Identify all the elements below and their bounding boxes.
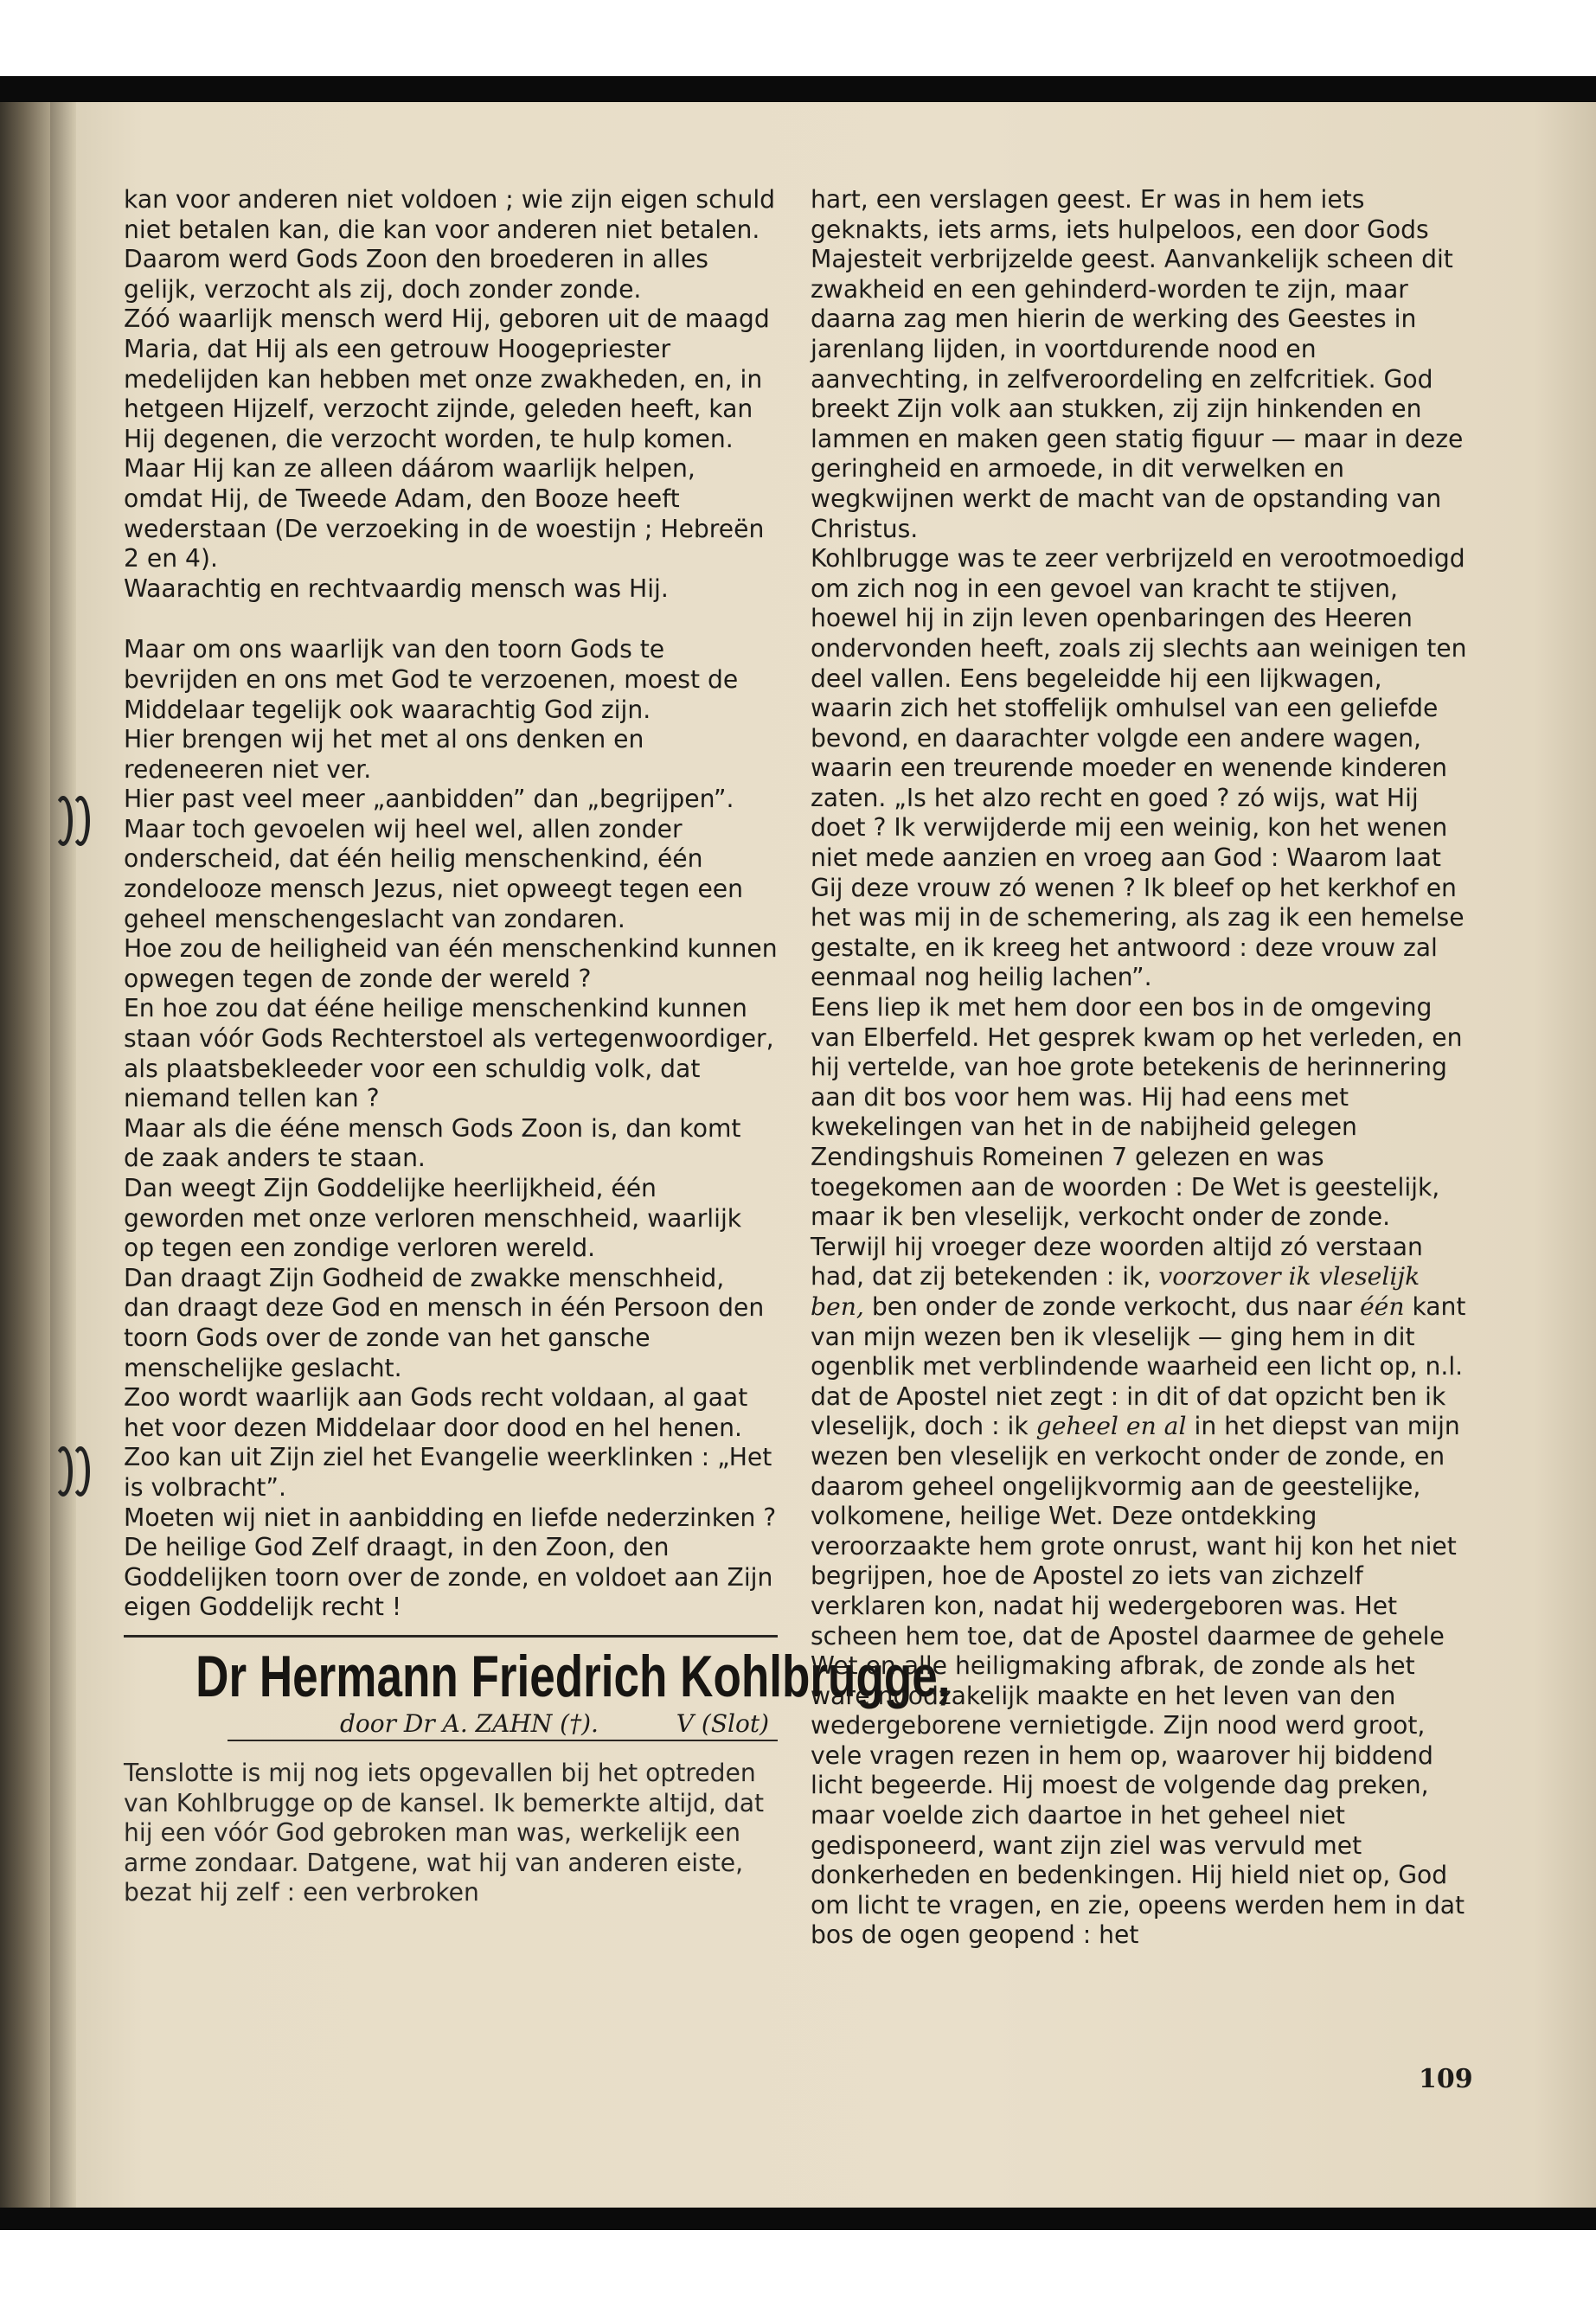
paragraph-gap	[124, 604, 778, 635]
paragraph: Tenslotte is mij nog iets opgevallen bij het optreden van Kohlbrugge op de kansel. Ik bemerkte altijd, dat hij een vóór God gebroken man was, werkelijk een arme zondaar. Datgene, wat hij van anderen eiste, bezat hij zelf : een verbroken	[124, 1758, 765, 1907]
text-run: in het diepst van mijn wezen ben vleselijk en verkocht onder de zonde, en daarom geheel ongelijkvormig aan de geestelijke, volkomene, heilige Wet. Deze ontdekking veroorzaakte hem grote onrust, want hij kon het niet begrijpen, hoe de Apostel zo iets van zichzelf verklaren kon, nadat hij wedergeboren was. Het scheen hem toe, dat de Apostel daarmee de gehele Wet en alle heiligmaking afbrak, de zonde als het ware noodzakelijk maakte en het leven van den wedergeborene vernietigde. Zijn nood werd groot, vele vragen rezen in hem op, waarover hij biddend licht begeerde. Hij moest de volgende dag preken, maar voelde zich daartoe in het geheel niet gedisponeerd, want zijn ziel was vervuld met donkerheden en bedenkingen. Hij hield niet op, God om licht te vragen, en zie, opeens werden hem in dat bos de ogen geopend : het	[811, 1412, 1465, 1950]
emphasis: één	[1359, 1292, 1405, 1321]
page-spine-shadow	[50, 90, 76, 2214]
paragraph: Maar om ons waarlijk van den toorn Gods te bevrijden en ons met God te verzoenen, moest de Middelaar tegelijk ook waarachtig God zijn.	[124, 635, 739, 724]
paragraph: Zóó waarlijk mensch werd Hij, geboren uit de maagd Maria, dat Hij als een getrouw Hoogepriester medelijden kan hebben met onze zwakheden, en, in hetgeen Hijzelf, verzocht zijnde, geleden heeft, kan Hij degenen, die verzocht worden, te hulp komen.	[124, 304, 770, 453]
paragraph: hart, een verslagen geest. Er was in hem iets geknakts, iets arms, iets hulpeloos, een door Gods Majesteit verbrijzelde geest. Aanvankelijk scheen dit zwakheid en een gehinderd-worden te zijn, maar daarna zag men hierin de werking des Geestes in jarenlang lijden, in voortdurende nood en aanvechting, in zelfveroordeling en zelfcritiek. God breekt Zijn volk aan stukken, zij zijn hinkenden en lammen en maken geen statig figuur — maar in deze geringheid en armoede, in dit verwelken en wegkwijnen werkt de macht van de opstanding van Christus.	[811, 185, 1464, 543]
paragraph: Hoe zou de heiligheid van één menschenkind kunnen opwegen tegen de zonde der wereld ?	[124, 934, 778, 993]
section-divider	[124, 1635, 778, 1638]
paragraph: Maar als die ééne mensch Gods Zoon is, dan komt de zaak anders te staan.	[124, 1113, 741, 1173]
paragraph: Maar toch gevoelen wij heel wel, allen zonder onderscheid, dat één heilig menschenkind, één zondelooze mensch Jezus, niet opweegt tegen een geheel menschengeslacht van zondaren.	[124, 814, 743, 933]
paragraph: Hier brengen wij het met al ons denken en redeneeren niet ver.	[124, 725, 644, 784]
scan-top-border	[0, 76, 1596, 102]
byline-part: V (Slot)	[676, 1708, 769, 1738]
paragraph: Dan weegt Zijn Goddelijke heerlijkheid, één geworden met onze verloren menschheid, waarlijk op tegen een zondige verloren wereld.	[124, 1174, 742, 1263]
byline-author: door Dr A. ZAHN (†).	[340, 1708, 599, 1738]
text-run: kant van mijn wezen ben ik vleselijk — ging hem in dit ogenblik met verblindende waarheid een licht op, n.l. dat de Apostel niet zegt : in dit of dat opzicht ben ik vleselijk, doch : ik	[811, 1292, 1466, 1441]
book-gutter-shadow	[0, 90, 54, 2218]
paragraph	[811, 993, 1470, 1951]
paragraph: De heilige God Zelf draagt, in den Zoon, den Goddelijken toorn over de zonde, en voldoet aan Zijn eigen Goddelijk recht !	[124, 1533, 773, 1622]
left-column	[124, 185, 951, 1908]
emphasis: geheel en al	[1035, 1412, 1187, 1441]
paragraph: Waarachtig en rechtvaardig mensch was Hij.	[124, 574, 669, 603]
right-column	[811, 185, 1470, 1951]
article-byline	[228, 1708, 778, 1741]
scan-bottom-border	[0, 2208, 1596, 2230]
paragraph: Kohlbrugge was te zeer verbrijzeld en verootmoedigd om zich nog in een gevoel van kracht te stijven, hoewel hij in zijn leven openbaringen des Heeren ondervonden heeft, zoals zij slechts aan weinigen ten deel vallen. Eens begeleidde hij een lijkwagen, waarin zich het stoffelijk omhulsel van een geliefde bevond, en daarachter volgde een andere wagen, waarin een treurende moeder en wenende kinderen zaten. „Is het alzo recht en goed ? zó wijs, wat Hij doet ? Ik verwijderde mij een weinig, kon het wenen niet mede aanzien en vroeg aan God : Waarom laat Gij deze vrouw zó wenen ? Ik bleef op het kerkhof en het was mij in de schemering, als zag ik een hemelse gestalte, en ik kreeg het antwoord : deze vrouw zal eenmaal nog heilig lachen”.	[811, 544, 1467, 992]
emphasis: voorzover ik vleselijk ben,	[811, 1262, 1420, 1321]
text-run: Eens liep ik met hem door een bos in de omgeving van Elberfeld. Het gesprek kwam op het verleden, en hij vertelde, van hoe grote betekenis de herinnering aan dit bos voor hem was. Hij had eens met kwekelingen van het in de nabijheid gelegen Zendingshuis Romeinen 7 gelezen en was toegekomen aan de woorden : De Wet is geestelijk, maar ik ben vleselijk, verkocht onder de zonde. Terwijl hij vroeger deze woorden altijd zó verstaan had, dat zij betekenden : ik,	[811, 993, 1463, 1292]
page-number: 109	[1419, 2064, 1473, 2094]
paragraph: En hoe zou dat ééne heilige menschenkind kunnen staan vóór Gods Rechterstoel als vertegenwoordiger, als plaatsbekleeder voor een schuldig volk, dat niemand tellen kan ?	[124, 994, 774, 1113]
paragraph: Maar Hij kan ze alleen dáárom waarlijk helpen, omdat Hij, de Tweede Adam, den Booze heeft wederstaan (De verzoeking in de woestijn ; Hebreën 2 en 4).	[124, 454, 765, 574]
paragraph: Dan draagt Zijn Godheid de zwakke menschheid, dan draagt deze God en mensch in één Persoon den toorn Gods over de zonde van het gansche menschelijke geslacht.	[124, 1263, 765, 1382]
article-title: Dr Hermann Friedrich Kohlbrugge,	[195, 1643, 951, 1709]
paragraph: Hier past veel meer „aanbidden” dan „begrijpen”.	[124, 785, 734, 814]
paragraph: Daarom werd Gods Zoon den broederen in alles gelijk, verzocht als zij, doch zonder zonde.	[124, 245, 708, 304]
punch-hole-mark-lower	[52, 1446, 99, 1490]
punch-hole-mark-upper	[52, 796, 99, 839]
paragraph: Moeten wij niet in aanbidding en liefde nederzinken ?	[124, 1503, 777, 1532]
paragraph: kan voor anderen niet voldoen ; wie zijn eigen schuld niet betalen kan, die kan voor anderen niet betalen.	[124, 185, 776, 244]
text-run: ben onder de zonde verkocht, dus naar	[871, 1292, 1352, 1321]
paragraph: Zoo wordt waarlijk aan Gods recht voldaan, al gaat het voor dezen Middelaar door dood en hel henen.	[124, 1383, 748, 1442]
paragraph: Zoo kan uit Zijn ziel het Evangelie weerklinken : „Het is volbracht”.	[124, 1443, 772, 1502]
